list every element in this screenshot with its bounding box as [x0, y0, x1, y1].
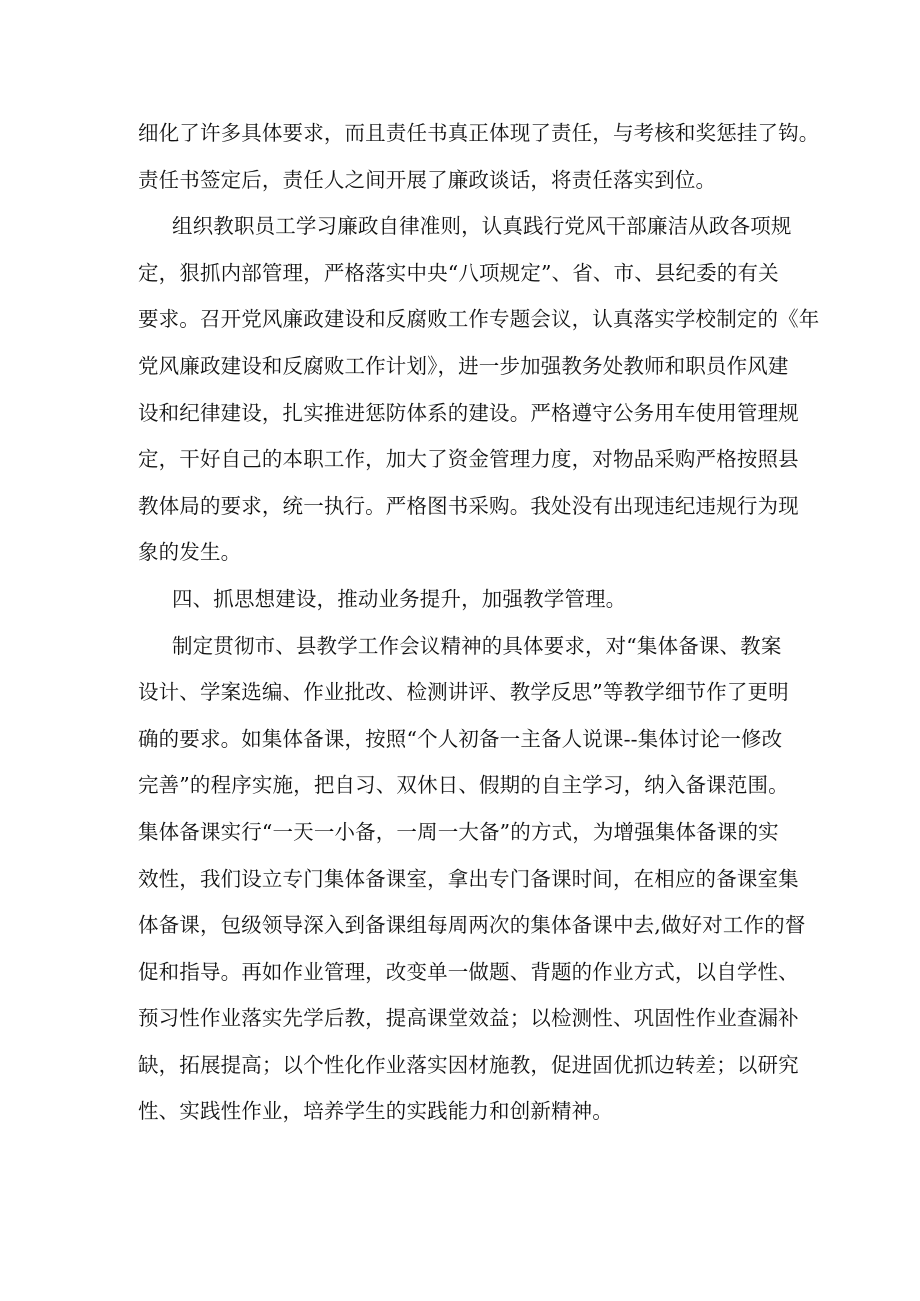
- text-line: 效性，我们设立专门集体备课室，拿出专门备课时间，在相应的备课室集: [138, 866, 799, 891]
- text-line: 象的发生。: [138, 540, 242, 565]
- document-body: [138, 110, 818, 1135]
- text-line: 党风廉政建设和反腐败工作计划》，进一步加强教务处教师和职员作风建: [138, 353, 789, 378]
- text-line: 集体备课实行“一天一小备，一周一大备”的方式，为增强集体备课的实: [138, 819, 779, 844]
- text-line: 制定贯彻市、县教学工作会议精神的具体要求，对“集体备课、教案: [172, 633, 782, 658]
- text-line: 预习性作业落实先学后教，提高课堂效益；以检测性、巩固性作业查漏补: [138, 1006, 799, 1031]
- text-line: 组织教职员工学习廉政自律准则，认真践行党风干部廉洁从政各项规: [172, 214, 792, 239]
- text-line: 性、实践性作业，培养学生的实践能力和创新精神。: [138, 1099, 613, 1124]
- text-line: 要求。召开党风廉政建设和反腐败工作专题会议，认真落实学校制定的《年: [138, 307, 820, 332]
- paragraph-integrity-study: [138, 203, 818, 576]
- text-line: 细化了许多具体要求，而且责任书真正体现了责任，与考核和奖惩挂了钩。: [138, 121, 820, 145]
- text-line: 缺，拓展提高；以个性化作业落实因材施教，促进固优抓边转差；以研究: [138, 1052, 799, 1077]
- text-line: 教体局的要求，统一执行。严格图书采购。我处没有出现违纪违规行为现: [138, 493, 799, 518]
- section-heading: [138, 576, 818, 623]
- paragraph-teaching-management: [138, 623, 818, 1136]
- heading-line: 四、抓思想建设，推动业务提升，加强教学管理。: [172, 586, 627, 611]
- text-line: 定，狠抓内部管理，严格落实中央“八项规定”、省、市、县纪委的有关: [138, 260, 779, 285]
- text-line: 定，干好自己的本职工作，加大了资金管理力度，对物品采购严格按照县: [138, 447, 799, 472]
- text-line: 完善”的程序实施，把自习、双休日、假期的自主学习，纳入备课范围。: [138, 773, 789, 798]
- text-line: 设计、学案选编、作业批改、检测讲评、教学反思”等教学细节作了更明: [138, 680, 789, 705]
- text-line: 设和纪律建设，扎实推进惩防体系的建设。严格遵守公务用车使用管理规: [138, 400, 799, 425]
- text-line: 确的要求。如集体备课，按照“个人初备一主备人说课--集体讨论一修改: [138, 726, 783, 751]
- paragraph-responsibility-letter: [138, 110, 818, 203]
- text-line: 责任书签定后，责任人之间开展了廉政谈话，将责任落实到位。: [138, 167, 717, 192]
- text-line: 体备课，包级领导深入到备课组每周两次的集体备课中去,做好对工作的督: [138, 913, 806, 938]
- text-line: 促和指导。再如作业管理，改变单一做题、背题的作业方式，以自学性、: [138, 959, 799, 984]
